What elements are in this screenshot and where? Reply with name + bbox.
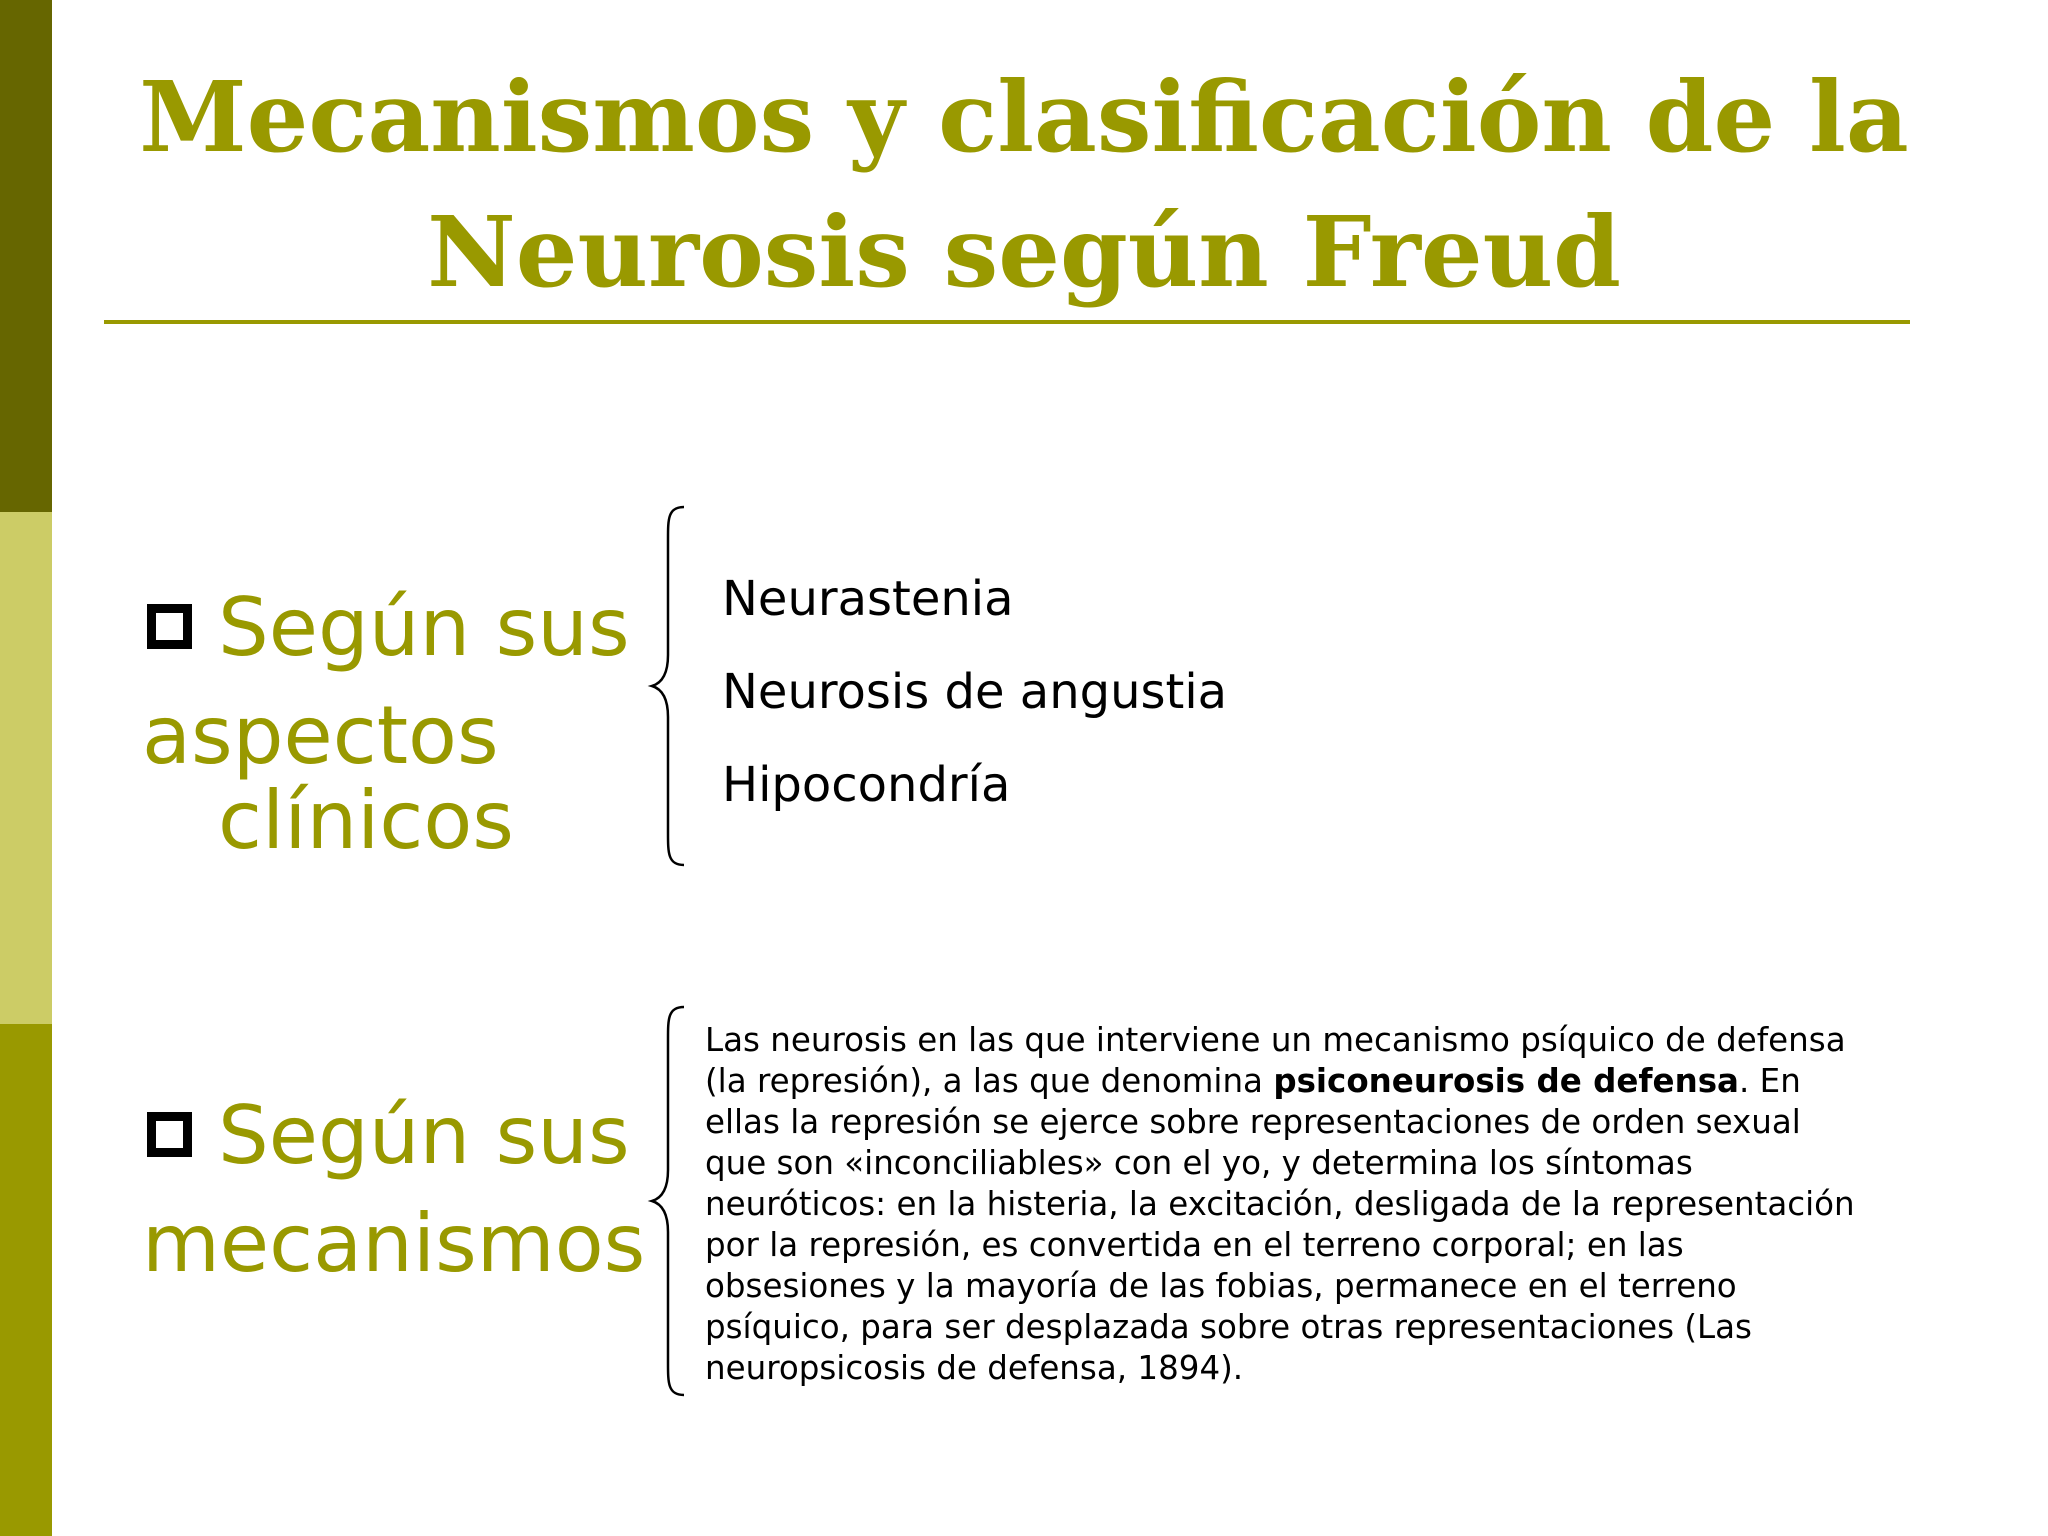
paragraph-bold-term: psiconeurosis de defensa [1273,1062,1739,1100]
slide-title-line-1: Mecanismos y clasificación de la [139,60,1909,174]
list-item: Hipocondría [722,757,1011,813]
list-item: Neurastenia [722,571,1014,627]
mechanisms-paragraph [705,1020,1855,1389]
left-curly-brace-icon [640,1005,688,1397]
section-1-heading-line-2: aspectos [142,689,499,782]
paragraph-text-2: . En ellas la represión se ejerce sobre representaciones de orden sexual que son «inconciliables» con el yo, y determina los síntomas neuróticos: en la histeria, la excitación, desligada de la representación por la represión, es convertida en el terreno corporal; en las obsesiones y la mayoría de las fobias, permanece en el terreno psíquico, para ser desplazada sobre otras representaciones (Las neuropsicosis de defensa, 1894). [705,1062,1855,1387]
clinical-items-list [722,553,1227,832]
section-1-heading-line-1: Según sus [218,581,630,674]
slide-title [104,50,1944,320]
section-1-heading-line-3: clínicos [218,774,514,867]
paragraph-text-1: Las neurosis en las que interviene un mecanismo psíquico de defensa (la represión), a las que denomina [705,1021,1846,1100]
side-bar-dark [0,0,52,512]
side-bar-olive [0,1024,52,1536]
section-2-heading-line-2: mecanismos [142,1197,646,1290]
list-item: Neurosis de angustia [722,664,1228,720]
title-underline [104,320,1910,324]
section-2-heading-line-1: Según sus [218,1089,630,1182]
hollow-square-bullet-icon [147,1112,192,1157]
left-curly-brace-icon [640,505,688,867]
slide-title-line-2: Neurosis según Freud [427,195,1621,309]
hollow-square-bullet-icon [147,604,192,649]
side-bar-light [0,512,52,1024]
